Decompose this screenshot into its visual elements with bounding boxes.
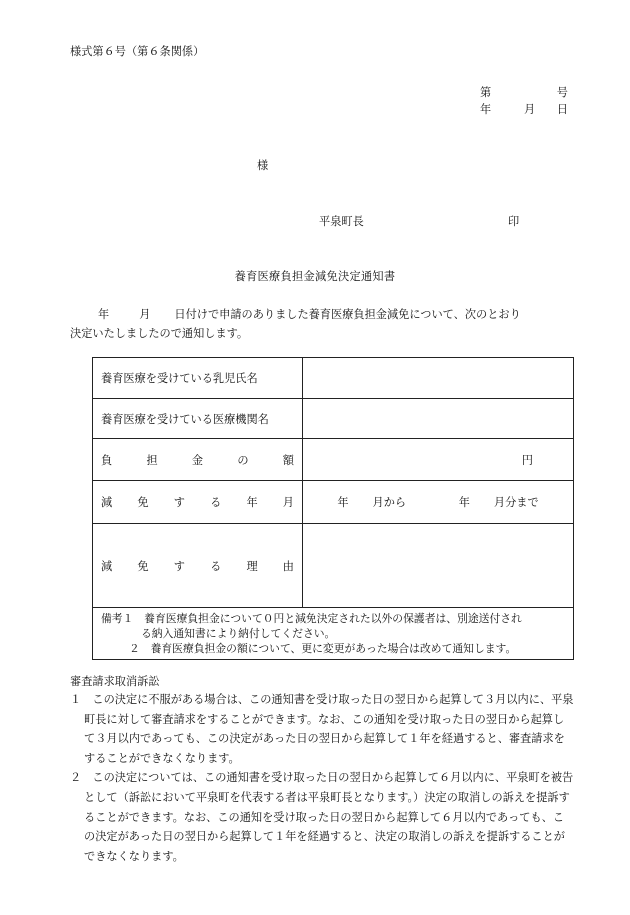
date-day: 日 (556, 103, 568, 116)
intro-paragraph (70, 305, 570, 343)
amount-label: 負 担 金 の 額 (93, 439, 303, 481)
doc-number-suffix: 号 (556, 86, 568, 99)
infant-name-label: 養育医療を受けている乳児氏名 (93, 358, 303, 399)
period-from-year: 年 (337, 496, 349, 509)
period-to: 月分まで (493, 496, 539, 509)
period-value (303, 481, 574, 524)
table-row (93, 399, 574, 439)
doc-number-prefix: 第 (480, 86, 492, 99)
period-label: 減 免 す る 年 月 (93, 481, 303, 524)
table-row (93, 524, 574, 608)
table-row (93, 439, 574, 481)
reason-value (303, 524, 574, 608)
intro-month: 月 (139, 308, 151, 321)
document-number-block (480, 84, 568, 118)
appeal-item-1: １ この決定に不服がある場合は、この通知書を受け取った日の翌日から起算して３月以内に、平泉町長に対して審査請求をすることができます。なお、この通知を受け取った日の翌日から起算して３月以内であっても、この決定があった日の翌日から起算して１年を経過すると、審査請求をすることができなくなります。 (70, 693, 574, 765)
table-row (93, 358, 574, 399)
notes-cell (93, 608, 574, 660)
period-to-year: 年 (458, 496, 470, 509)
appeal-item-2: ２ この決定については、この通知書を受け取った日の翌日から起算して６月以内に、平泉町を被告として（訴訟において平泉町を代表する者は平泉町長となります。）決定の取消しの訴えを提訴することができます。なお、この通知を受け取った日の翌日から起算して６月以内であっても、この決定があった日の翌日から起算して１年を経過すると、決定の取消しの訴えを提訴することができなくなります。 (70, 771, 574, 863)
period-from: 月から (372, 496, 407, 509)
appeal-heading: 審査請求取消訴訟 (70, 675, 160, 688)
form-number: 様式第６号（第６条関係） (70, 45, 205, 58)
date-year: 年 (480, 103, 492, 116)
medical-institution-label: 養育医療を受けている医療機関名 (93, 399, 303, 439)
addressee-suffix: 様 (257, 159, 269, 172)
medical-institution-value (303, 399, 574, 439)
intro-line2: 決定いたしましたので通知します。 (70, 327, 249, 340)
note-1: 備考１ 養育医療負担金について０円と減免決定された以外の保護者は、別途送付され (101, 612, 522, 625)
note-2: ２ 養育医療負担金の額について、更に変更があった場合は改めて通知します。 (129, 642, 517, 655)
appeal-section (70, 690, 575, 866)
table-row (93, 481, 574, 524)
infant-name-value (303, 358, 574, 399)
date-month: 月 (524, 103, 536, 116)
seal-mark: 印 (508, 215, 520, 228)
note-1-continued: る納入通知書により納付してください。 (141, 627, 336, 640)
intro-line1: 日付けで申請のありました養育医療負担金減免について、次のとおり (174, 308, 521, 321)
table-row (93, 608, 574, 660)
intro-year: 年 (98, 308, 110, 321)
amount-value: 円 (303, 439, 574, 481)
decision-table (92, 357, 574, 660)
reason-label: 減 免 す る 理 由 (93, 524, 303, 608)
document-title: 養育医療負担金減免決定通知書 (234, 270, 396, 283)
issuer-name: 平泉町長 (319, 215, 364, 228)
